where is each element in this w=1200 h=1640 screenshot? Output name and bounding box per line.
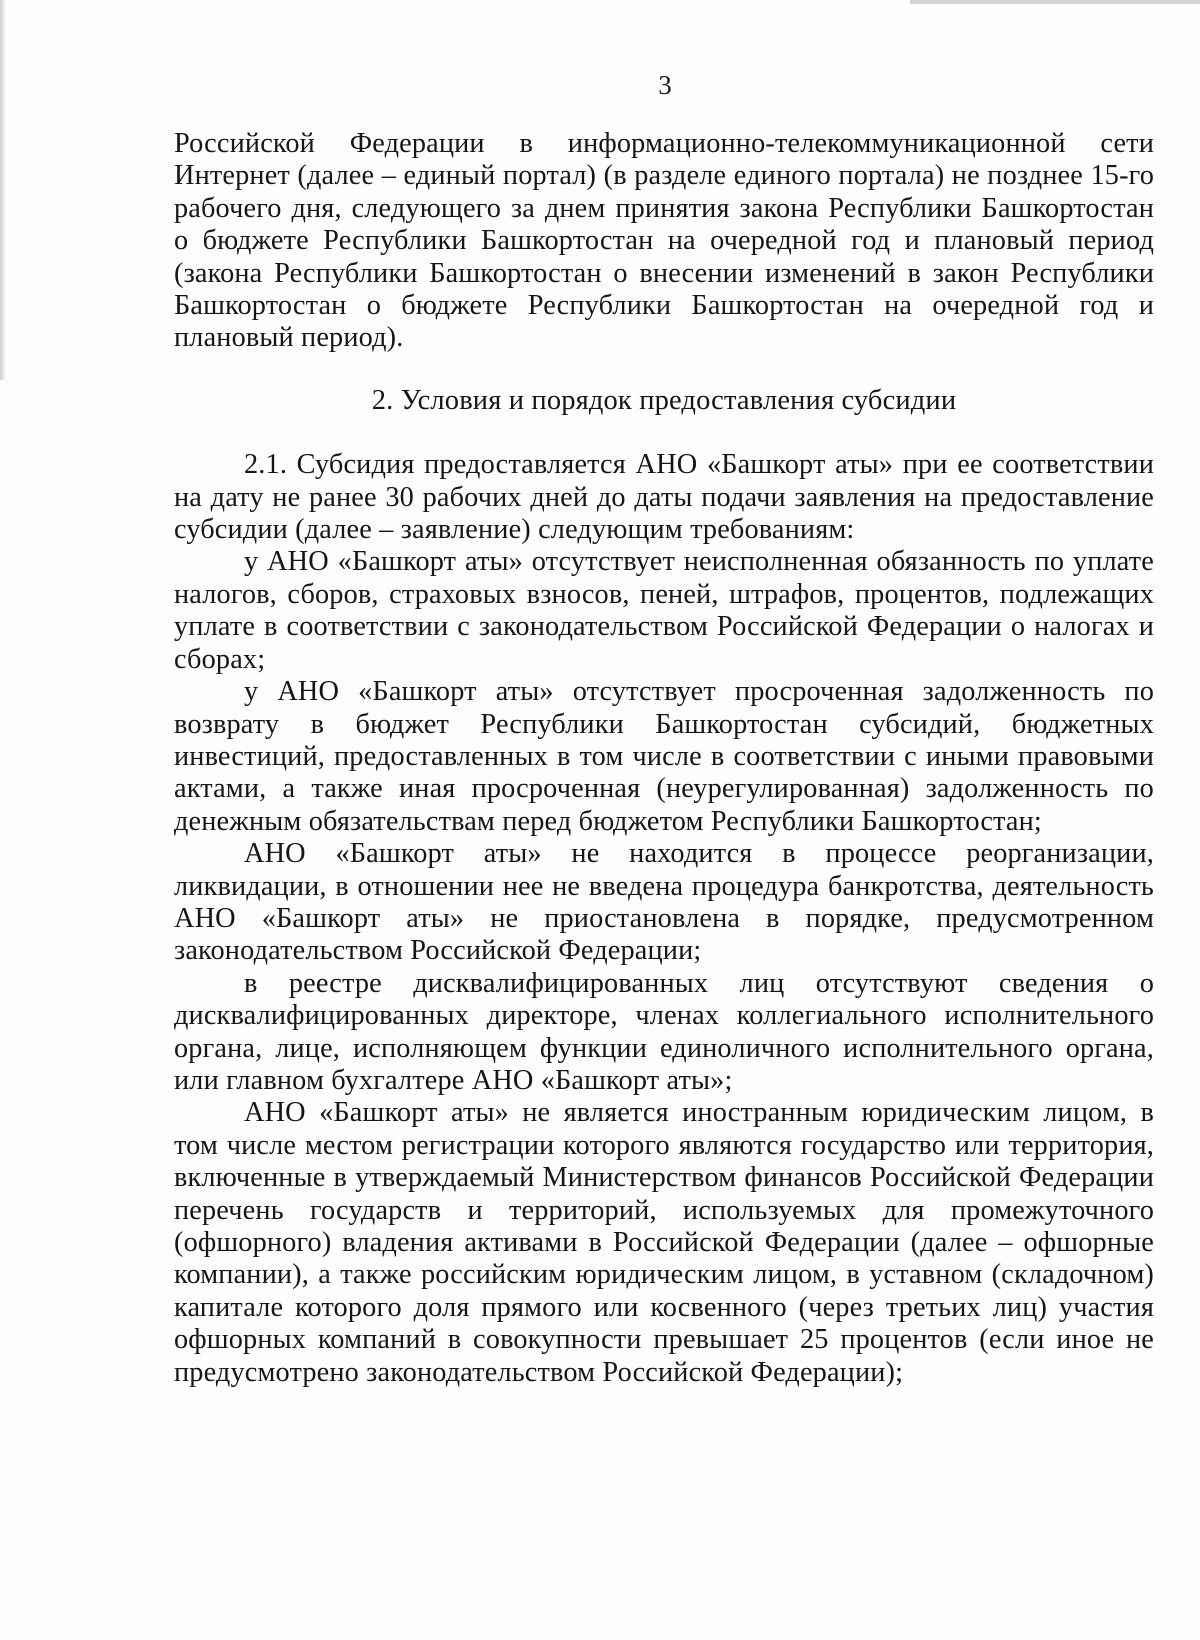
scan-edge-shadow xyxy=(0,0,6,380)
section-heading: 2. Условия и порядок предоставления субсидии xyxy=(371,384,957,416)
page-number: 3 xyxy=(658,70,672,100)
paragraph-offshore: АНО «Башкорт аты» не является иностранным юридическим лицом, в том числе местом регистрации которого являются государство или территория, включенные в утверждаемый Министерством финансов Российской Федерации перечень государств и территорий, используемых для промежуточного (офшорного) владения активами в Российской Федерации (далее – офшорные компании), а также российским юридическим лицом, в уставном (складочном) капитале которого доля прямого или косвенного (через третьих лиц) участия офшорных компаний в совокупности превышает 25 процентов (если иное не предусмотрено законодательством Российской Федерации); xyxy=(174,1097,1154,1388)
paragraph-tax-obligation: у АНО «Башкорт аты» отсутствует неисполненная обязанность по уплате налогов, сборов, страховых взносов, пеней, штрафов, процентов, подлежащих уплате в соответствии с законодательством Российской Федерации о налогах и сборах; xyxy=(174,546,1154,675)
paragraph-2-1: 2.1. Субсидия предоставляется АНО «Башкорт аты» при ее соответствии на дату не ранее 30 рабочих дней до даты подачи заявления на предоставление субсидии (далее – заявление) следующим требованиям: xyxy=(174,449,1154,546)
paragraph-disqualified-persons: в реестре дисквалифицированных лиц отсутствуют сведения о дисквалифицированных директоре, членах коллегиального исполнительного органа, лице, исполняющем функции единоличного исполнительного органа, или главном бухгалтере АНО «Башкорт аты»; xyxy=(174,967,1154,1096)
paragraph-budget-debt: у АНО «Башкорт аты» отсутствует просроченная задолженность по возврату в бюджет Республики Башкортостан субсидий, бюджетных инвестиций, предоставленных в том числе в соответствии с иными правовыми актами, а также иная просроченная (неурегулированная) задолженность по денежным обязательствам перед бюджетом Республики Башкортостан; xyxy=(174,676,1154,837)
scan-top-edge-line xyxy=(910,0,1200,4)
document-body xyxy=(174,128,1154,1389)
paragraph-continuation: Российской Федерации в информационно-телекоммуникационной сети Интернет (далее – единый портал) (в разделе единого портала) не позднее 15-го рабочего дня, следующего за днем принятия закона Республики Башкортостан о бюджете Республики Башкортостан на очередной год и плановый период (закона Республики Башкортостан о внесении изменений в закон Республики Башкортостан о бюджете Республики Башкортостан на очередной год и плановый период). xyxy=(174,128,1154,354)
paragraph-reorganization: АНО «Башкорт аты» не находится в процессе реорганизации, ликвидации, в отношении нее не введена процедура банкротства, деятельность АНО «Башкорт аты» не приостановлена в порядке, предусмотренном законодательством Российской Федерации; xyxy=(174,838,1154,967)
